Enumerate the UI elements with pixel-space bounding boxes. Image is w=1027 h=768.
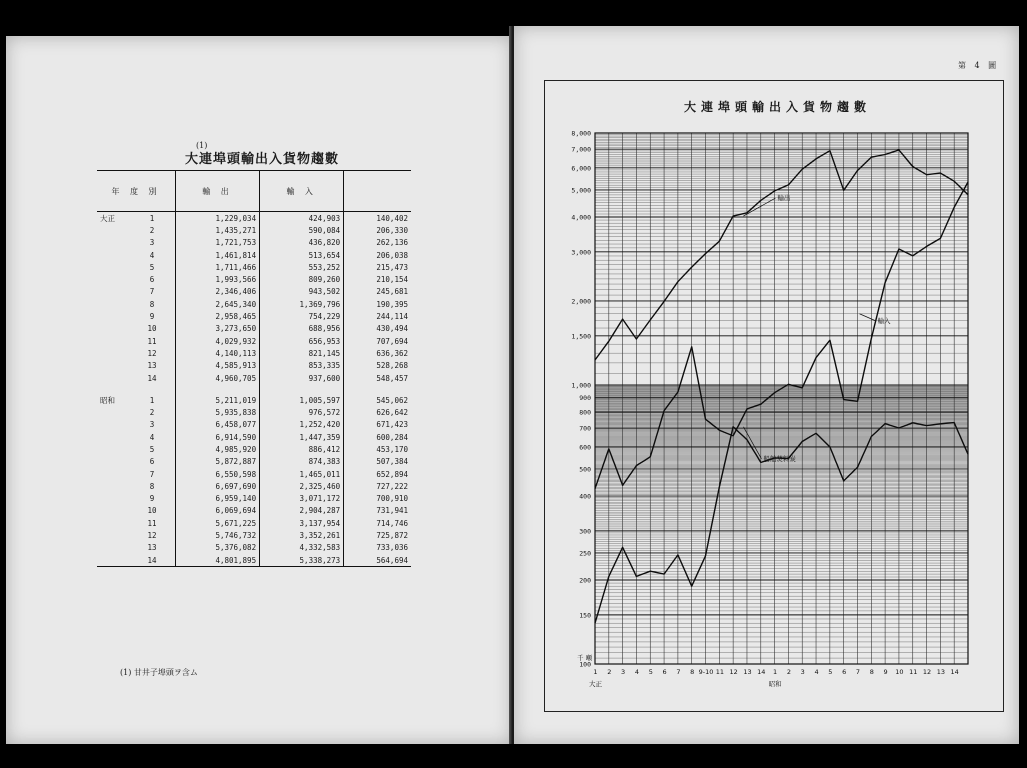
export-cell: 4,029,932 — [176, 335, 260, 347]
series-line-2 — [595, 182, 968, 489]
x-tick-label: 9-10 — [698, 668, 714, 676]
year-cell: 10 — [147, 324, 157, 334]
export-cell: 1,229,034 — [176, 212, 260, 225]
bunker-cell: 626,642 — [344, 406, 411, 418]
bunker-cell: 140,402 — [344, 212, 411, 225]
year-cell: 7 — [149, 469, 155, 479]
x-tick-label: 11 — [909, 668, 918, 676]
import-cell: 1,005,597 — [260, 394, 344, 406]
year-cell: 11 — [147, 336, 157, 346]
bunker-cell: 453,170 — [344, 443, 411, 455]
x-tick-label: 2 — [607, 668, 612, 676]
year-cell: 3 — [149, 420, 155, 430]
bunker-cell: 707,694 — [344, 335, 411, 347]
export-cell: 6,914,590 — [176, 431, 260, 443]
year-cell: 6 — [149, 275, 155, 285]
bunker-cell: 652,894 — [344, 468, 411, 480]
year-cell: 4 — [149, 250, 155, 260]
bunker-cell: 564,694 — [344, 554, 411, 567]
import-cell: 424,903 — [260, 212, 344, 225]
x-tick-label: 4 — [814, 668, 819, 676]
year-cell: 5 — [149, 444, 155, 454]
export-cell: 4,585,913 — [176, 360, 260, 372]
export-cell: 5,872,887 — [176, 456, 260, 468]
year-cell: 8 — [149, 299, 155, 309]
year-cell: 11 — [147, 518, 157, 528]
y-tick-label: 8,000 — [571, 129, 591, 138]
bunker-cell: 548,457 — [344, 372, 411, 384]
bunker-cell: 528,268 — [344, 360, 411, 372]
bunker-cell: 206,330 — [344, 224, 411, 236]
import-cell: 976,572 — [260, 406, 344, 418]
footnote: (1) 甘井子埠頭ヲ含ム — [120, 668, 198, 677]
year-cell: 13 — [147, 543, 157, 553]
x-tick-label: 9 — [883, 668, 888, 676]
y-tick-label: 250 — [579, 549, 591, 558]
import-cell: 853,335 — [260, 360, 344, 372]
import-cell: 3,137,954 — [260, 517, 344, 529]
series-annotation-label: 輸出 — [777, 194, 791, 203]
year-cell: 5 — [149, 262, 155, 272]
export-cell: 5,376,082 — [176, 542, 260, 554]
import-cell: 688,956 — [260, 323, 344, 335]
year-cell: 10 — [147, 506, 157, 516]
year-cell: 12 — [147, 348, 157, 358]
x-tick-label: 5 — [828, 668, 833, 676]
y-tick-label: 200 — [579, 576, 591, 585]
import-cell: 821,145 — [260, 347, 344, 359]
export-cell: 4,140,113 — [176, 347, 260, 359]
export-cell: 6,069,694 — [176, 505, 260, 517]
y-tick-label: 1,000 — [571, 381, 591, 390]
x-tick-label: 14 — [757, 668, 766, 676]
x-era-label: 大正 — [589, 680, 602, 688]
series-annotation-label: 船舶焚料炭 — [763, 454, 796, 463]
export-cell: 3,273,650 — [176, 323, 260, 335]
import-cell: 1,465,011 — [260, 468, 344, 480]
bunker-cell: 600,284 — [344, 431, 411, 443]
export-cell: 1,461,814 — [176, 249, 260, 261]
export-cell: 2,958,465 — [176, 310, 260, 322]
export-cell: 1,993,566 — [176, 273, 260, 285]
import-cell: 2,325,460 — [260, 480, 344, 492]
table-title-note-mark: (1) — [196, 141, 208, 150]
y-tick-label: 4,000 — [571, 213, 591, 222]
export-cell: 4,801,895 — [176, 554, 260, 567]
export-cell: 6,550,598 — [176, 468, 260, 480]
export-cell: 4,960,705 — [176, 372, 260, 384]
y-tick-label: 600 — [579, 443, 591, 452]
era-cell: 大正 — [100, 213, 115, 223]
era-cell: 昭和 — [100, 395, 115, 405]
export-cell: 6,959,140 — [176, 493, 260, 505]
year-cell: 13 — [147, 361, 157, 371]
x-tick-label: 4 — [634, 668, 640, 676]
export-cell: 1,435,271 — [176, 224, 260, 236]
x-tick-label: 8 — [690, 668, 695, 676]
year-cell: 7 — [149, 287, 155, 297]
bunker-cell: 245,681 — [344, 286, 411, 298]
export-cell: 6,697,690 — [176, 480, 260, 492]
bunker-cell: 731,941 — [344, 505, 411, 517]
y-tick-label: 300 — [579, 527, 591, 536]
export-cell: 5,935,838 — [176, 406, 260, 418]
bunker-cell: 733,036 — [344, 542, 411, 554]
import-cell: 590,084 — [260, 224, 344, 236]
year-cell: 2 — [149, 408, 155, 418]
import-cell: 553,252 — [260, 261, 344, 273]
x-tick-label: 12 — [729, 668, 738, 676]
x-tick-label: 3 — [621, 668, 626, 676]
export-cell: 5,746,732 — [176, 529, 260, 541]
x-tick-label: 3 — [800, 668, 805, 676]
y-tick-label: 2,000 — [571, 297, 591, 306]
bunker-cell: 636,362 — [344, 347, 411, 359]
import-cell: 3,352,261 — [260, 529, 344, 541]
header-export: 輸 出 — [176, 171, 260, 212]
import-cell: 886,412 — [260, 443, 344, 455]
year-cell: 9 — [149, 494, 155, 504]
y-tick-label: 150 — [579, 611, 591, 620]
x-tick-label: 7 — [855, 668, 861, 676]
y-tick-label: 700 — [579, 424, 591, 433]
import-cell: 1,252,420 — [260, 419, 344, 431]
year-cell: 3 — [149, 238, 155, 248]
year-cell: 9 — [149, 312, 155, 322]
bunker-cell: 215,473 — [344, 261, 411, 273]
series-annotation-label: 輸入 — [877, 316, 891, 325]
import-cell: 1,447,359 — [260, 431, 344, 443]
y-tick-label: 900 — [579, 394, 591, 403]
import-cell: 943,502 — [260, 286, 344, 298]
y-unit-label: 千 噸 — [577, 654, 593, 662]
header-year: 年 度 別 — [97, 171, 176, 212]
x-tick-label: 7 — [676, 668, 681, 676]
import-cell: 3,071,172 — [260, 493, 344, 505]
x-tick-label: 6 — [842, 668, 847, 676]
year-cell: 4 — [149, 432, 155, 442]
year-cell: 8 — [149, 481, 155, 491]
bunker-cell: 671,423 — [344, 419, 411, 431]
export-cell: 6,458,077 — [176, 419, 260, 431]
bunker-cell: 700,910 — [344, 493, 411, 505]
y-tick-label: 100 — [579, 660, 591, 669]
import-cell: 2,904,287 — [260, 505, 344, 517]
y-tick-label: 3,000 — [571, 248, 591, 257]
import-cell: 436,820 — [260, 237, 344, 249]
import-cell: 937,600 — [260, 372, 344, 384]
bunker-cell: 545,062 — [344, 394, 411, 406]
y-tick-label: 500 — [579, 465, 591, 474]
import-cell: 513,654 — [260, 249, 344, 261]
export-cell: 5,211,019 — [176, 394, 260, 406]
year-cell: 14 — [147, 555, 157, 565]
export-cell: 1,711,466 — [176, 261, 260, 273]
bunker-cell: 714,746 — [344, 517, 411, 529]
year-cell: 1 — [149, 213, 155, 223]
bunker-cell: 725,872 — [344, 529, 411, 541]
import-cell: 656,953 — [260, 335, 344, 347]
export-cell: 2,346,406 — [176, 286, 260, 298]
year-cell: 6 — [149, 457, 155, 467]
x-tick-label: 2 — [786, 668, 791, 676]
y-tick-label: 1,500 — [571, 332, 591, 341]
x-tick-label: 6 — [662, 668, 667, 676]
bunker-cell: 262,136 — [344, 237, 411, 249]
x-era-label: 昭和 — [768, 680, 782, 688]
bunker-cell: 210,154 — [344, 273, 411, 285]
y-tick-label: 7,000 — [571, 145, 591, 154]
import-cell: 5,338,273 — [260, 554, 344, 567]
bunker-cell: 244,114 — [344, 310, 411, 322]
import-cell: 874,383 — [260, 456, 344, 468]
header-import: 輸 入 — [260, 171, 344, 212]
year-cell: 14 — [147, 373, 157, 383]
y-tick-label: 800 — [579, 408, 591, 417]
import-cell: 754,229 — [260, 310, 344, 322]
x-tick-label: 13 — [936, 668, 946, 676]
x-tick-label: 1 — [593, 668, 598, 676]
import-cell: 1,369,796 — [260, 298, 344, 310]
import-cell: 4,332,583 — [260, 542, 344, 554]
y-tick-label: 400 — [579, 492, 591, 501]
x-tick-label: 5 — [648, 668, 653, 676]
export-cell: 1,721,753 — [176, 237, 260, 249]
export-cell: 5,671,225 — [176, 517, 260, 529]
bunker-cell: 190,395 — [344, 298, 411, 310]
page-number: 第 4 圖 — [958, 61, 1000, 70]
bunker-cell: 507,384 — [344, 456, 411, 468]
series-annotation-arrow — [859, 314, 875, 321]
y-tick-label: 5,000 — [571, 186, 591, 195]
x-tick-label: 8 — [869, 668, 874, 676]
export-cell: 2,645,340 — [176, 298, 260, 310]
bunker-cell: 430,494 — [344, 323, 411, 335]
year-cell: 1 — [149, 395, 155, 405]
x-tick-label: 12 — [922, 668, 932, 676]
x-tick-label: 1 — [773, 668, 778, 676]
chart-title: 大連埠頭輸出入貨物趨數 — [684, 100, 872, 114]
y-tick-label: 6,000 — [571, 164, 591, 173]
year-cell: 12 — [147, 531, 157, 541]
x-tick-label: 13 — [743, 668, 752, 676]
import-cell: 809,260 — [260, 273, 344, 285]
x-tick-label: 14 — [950, 668, 959, 676]
export-cell: 4,985,920 — [176, 443, 260, 455]
x-tick-label: 10 — [895, 668, 904, 676]
x-tick-label: 11 — [715, 668, 724, 676]
table-title: 大連埠頭輸出入貨物趨數 — [185, 152, 340, 167]
bunker-cell: 206,038 — [344, 249, 411, 261]
bunker-cell: 727,222 — [344, 480, 411, 492]
year-cell: 2 — [149, 225, 155, 235]
